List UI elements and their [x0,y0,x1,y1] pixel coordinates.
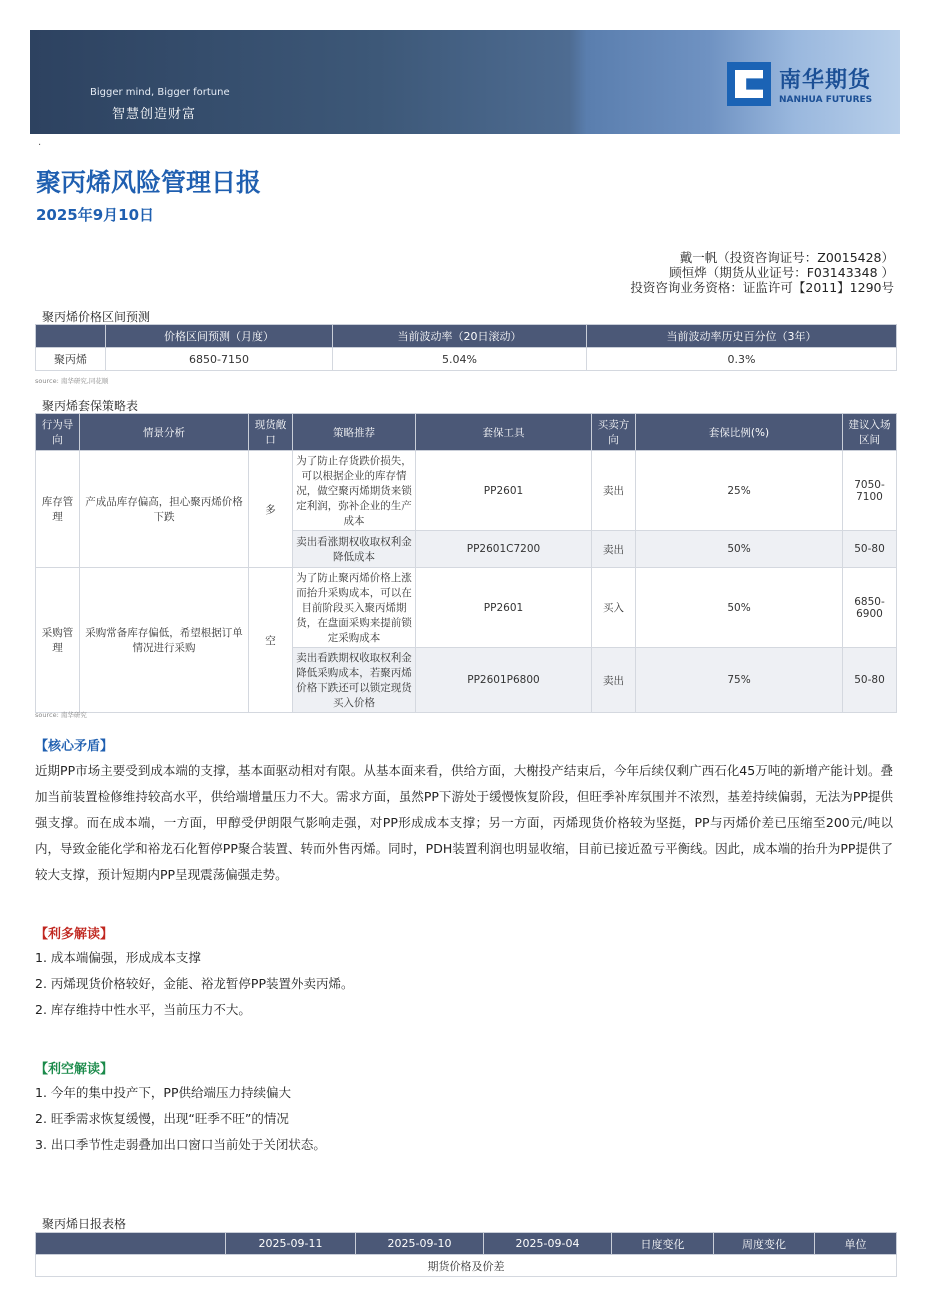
table-cell: 5.04% [333,348,587,371]
table-header: 行为导向 [36,414,80,451]
direction-cell: 卖出 [592,531,636,568]
direction-cell: 卖出 [592,451,636,531]
behavior-cell: 采购管理 [36,568,80,713]
nanhua-logo-icon [727,62,771,106]
bullish-list [35,945,353,1023]
header-banner [30,30,900,134]
tool-cell: PP2601P6800 [416,648,592,713]
table-cell: 0.3% [587,348,897,371]
price-forecast-label: 聚丙烯价格区间预测 [42,310,151,324]
exposure-cell: 多 [249,451,293,568]
list-item: 2. 库存维持中性水平，当前压力不大。 [35,1002,251,1017]
price-forecast-table [35,324,897,371]
hedge-strategy-table [35,413,897,713]
table-header: 当前波动率（20日滚动） [333,325,587,348]
author-line: 顾恒烨（期货从业证号：F03143348 ） [669,265,894,280]
ratio-cell: 75% [636,648,843,713]
logo-name-en: NANHUA FUTURES [779,95,873,105]
scenario-cell: 产成品库存偏高，担心聚丙烯价格下跌 [80,451,249,568]
table-header: 周度变化 [714,1233,815,1255]
table-header: 当前波动率历史百分位（3年） [587,325,897,348]
table-header: 2025-09-11 [226,1233,356,1255]
author-line: 投资咨询业务资格：证监许可【2011】1290号 [630,280,894,295]
table-header: 套保工具 [416,414,592,451]
daily-report-table [35,1232,897,1277]
logo-name-cn: 南华期货 [779,68,872,93]
tagline-en: Bigger mind, Bigger fortune [90,87,230,98]
direction-cell: 卖出 [592,648,636,713]
table-header: 买卖方向 [592,414,636,451]
table-header [36,1233,226,1255]
range-cell: 6850-6900 [843,568,897,648]
bearish-list [35,1080,326,1158]
dot-mark: · [38,140,42,151]
hedge-table-label: 聚丙烯套保策略表 [42,399,139,413]
strategy-cell: 卖出看涨期权收取权利金降低成本 [293,531,416,568]
table-header: 日度变化 [612,1233,714,1255]
table-cell: 6850-7150 [106,348,333,371]
strategy-cell: 卖出看跌期权收取权利金降低采购成本，若聚丙烯价格下跌还可以锁定现货买入价格 [293,648,416,713]
table-header: 2025-09-10 [356,1233,484,1255]
behavior-cell: 库存管理 [36,451,80,568]
table-header [36,325,106,348]
exposure-cell: 空 [249,568,293,713]
table-header: 价格区间预测（月度） [106,325,333,348]
authors-block [630,250,894,295]
source-note: source: 南华研究,同花顺 [35,377,109,385]
ratio-cell: 50% [636,568,843,648]
table-header: 现货敞口 [249,414,293,451]
list-item: 1. 成本端偏强，形成成本支撑 [35,950,201,965]
tagline-cn: 智慧创造财富 [112,107,197,122]
table-header: 策略推荐 [293,414,416,451]
table-header: 2025-09-04 [484,1233,612,1255]
table-header: 建议入场区间 [843,414,897,451]
strategy-cell: 为了防止聚丙烯价格上涨而抬升采购成本，可以在目前阶段买入聚丙烯期货，在盘面采购来提前锁定采购成本 [293,568,416,648]
table-header: 情景分析 [80,414,249,451]
strategy-cell: 为了防止存货跌价损失，可以根据企业的库存情况，做空聚丙烯期货来锁定利润，弥补企业的生产成本 [293,451,416,531]
list-item: 2. 旺季需求恢复缓慢，出现“旺季不旺”的情况 [35,1111,289,1126]
tool-cell: PP2601 [416,568,592,648]
company-logo [727,62,872,106]
list-item: 1. 今年的集中投产下，PP供给端压力持续偏大 [35,1085,291,1100]
direction-cell: 买入 [592,568,636,648]
daily-table-label: 聚丙烯日报表格 [42,1217,127,1231]
source-note: source: 南华研究 [35,711,87,719]
core-paragraph: 近期PP市场主要受到成本端的支撑，基本面驱动相对有限。从基本面来看，供给方面，大榭投产结束后，今年后续仅剩广西石化45万吨的新增产能计划。叠加当前装置检修维持较高水平，供给端增量压力不大。需求方面，虽然PP下游处于缓慢恢复阶段，但旺季补库氛围并不浓烈，基差持续偏弱，无法为PP提供强支撑。而在成本端，一方面，甲醇受伊朗限气影响走强，对PP形成成本支撑；另一方面，丙烯现货价格较为坚挺，PP与丙烯价差已压缩至200元/吨以内，导致金能化学和裕龙石化暂停PP聚合装置、转而外售丙烯。同时，PDH装置利润也明显收缩，目前已接近盈亏平衡线。因此，成本端的抬升为PP提供了较大支撑，预计短期内PP呈现震荡偏强走势。 [35,763,893,882]
section-row: 期货价格及价差 [36,1255,897,1277]
table-header: 单位 [815,1233,897,1255]
bullish-heading: 【利多解读】 [35,927,114,942]
core-heading: 【核心矛盾】 [35,739,114,754]
ratio-cell: 50% [636,531,843,568]
range-cell: 7050-7100 [843,451,897,531]
author-line: 戴一帆（投资咨询证号：Z0015428） [679,250,894,265]
bearish-heading: 【利空解读】 [35,1062,114,1077]
report-date: 2025年9月10日 [36,206,155,224]
range-cell: 50-80 [843,648,897,713]
table-cell: 聚丙烯 [36,348,106,371]
tool-cell: PP2601 [416,451,592,531]
list-item: 2. 丙烯现货价格较好，金能、裕龙暂停PP装置外卖丙烯。 [35,976,354,991]
page-title: 聚丙烯风险管理日报 [36,168,262,197]
tool-cell: PP2601C7200 [416,531,592,568]
list-item: 3. 出口季节性走弱叠加出口窗口当前处于关闭状态。 [35,1137,326,1152]
table-header: 套保比例(%) [636,414,843,451]
scenario-cell: 采购常备库存偏低，希望根据订单情况进行采购 [80,568,249,713]
range-cell: 50-80 [843,531,897,568]
ratio-cell: 25% [636,451,843,531]
